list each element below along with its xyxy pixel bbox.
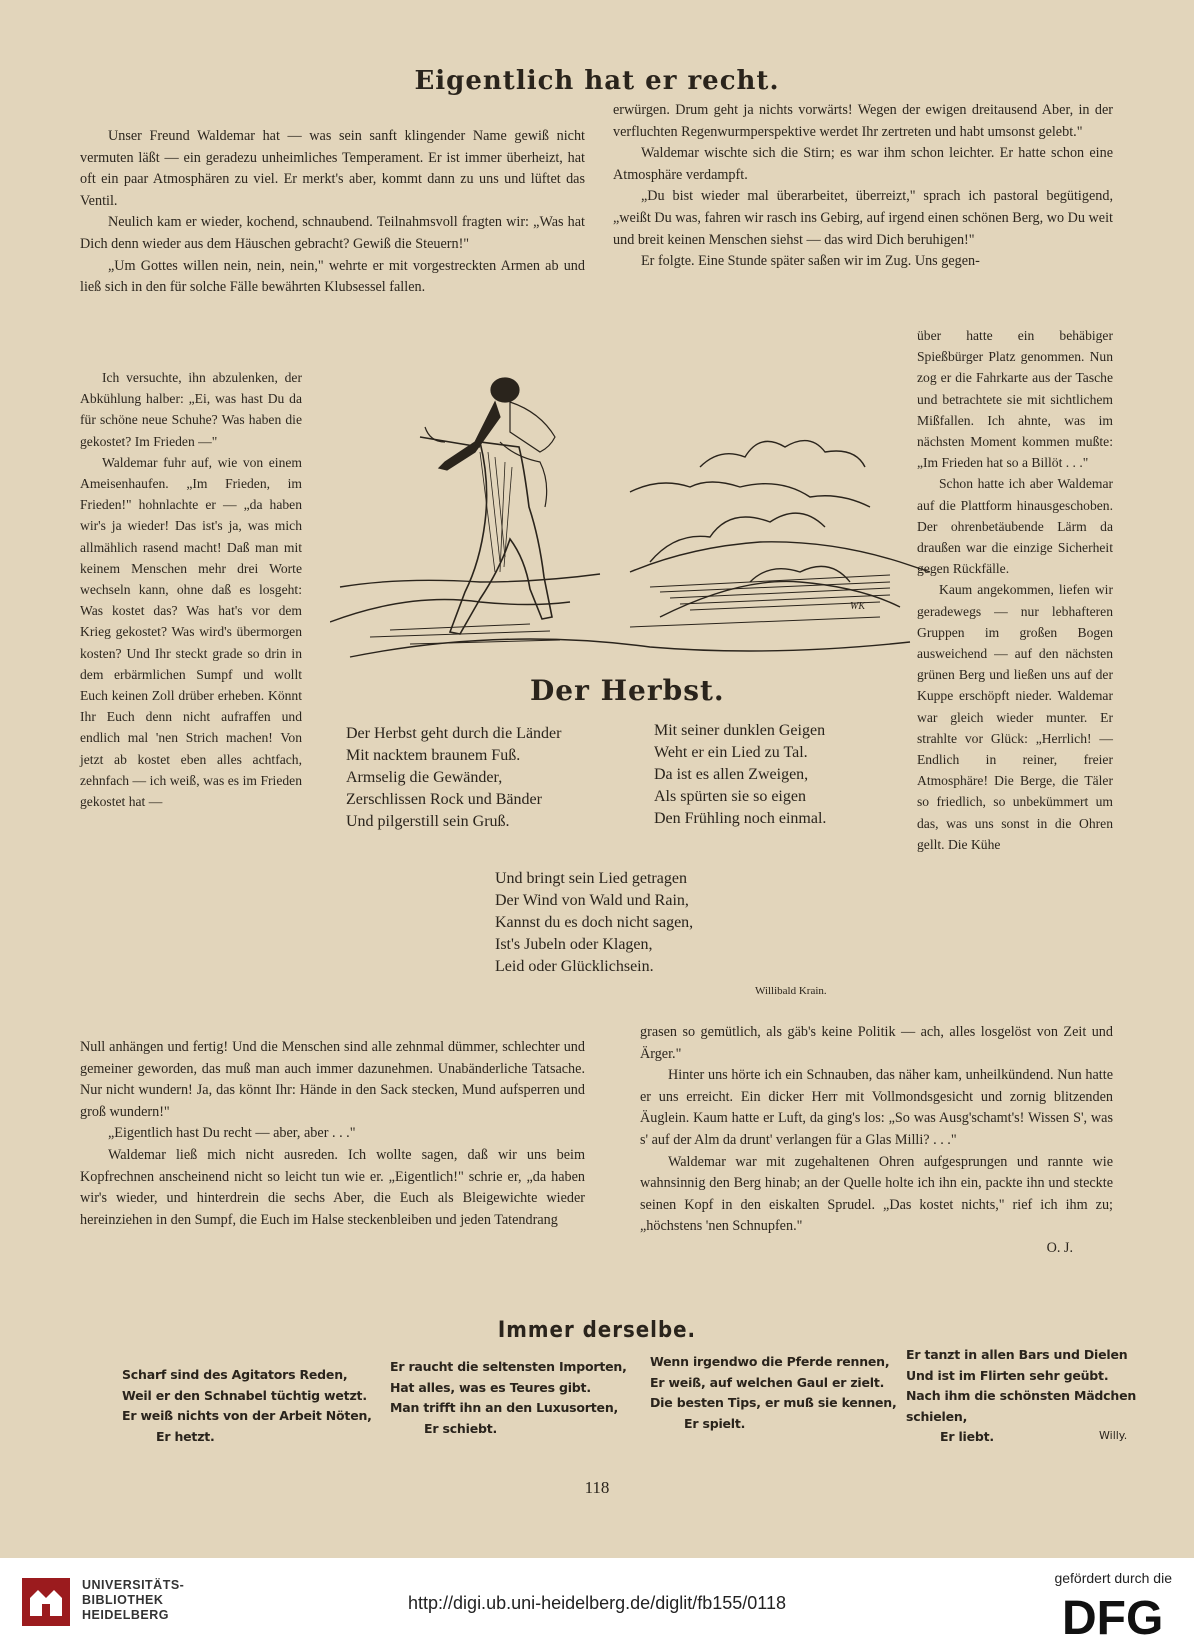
verse-line: Er hetzt. [156,1428,215,1444]
paragraph: grasen so gemütlich, als gäb's keine Politik — ach, alles losgelöst von Zeit und Ärger." [640,1024,1113,1062]
poem-stanza-1 [346,723,561,833]
verse-line: Er weiß, auf welchen Gaul er zielt. [650,1374,885,1390]
dfg-logo-text: DFG [1062,1592,1164,1638]
poem-line: Zerschlissen Rock und Bänder [346,791,542,808]
svg-text:WK: WK [850,601,865,612]
poem-title: Der Herbst. [530,674,725,707]
paragraph: „Eigentlich hast Du recht — aber, aber . . ." [108,1125,356,1142]
poem-stanza-2 [654,720,826,830]
paragraph: Waldemar wischte sich die Stirn; es war ihm schon leichter. Er hatte schon eine Atmosphäre verdampft. [613,145,1113,183]
verse-column-1 [122,1365,372,1447]
poem-line: Weht er ein Lied zu Tal. [654,744,808,761]
article-left-narrow [80,367,302,812]
verse-line: Er raucht die seltensten Importen, [390,1359,627,1374]
poem-line: Und bringt sein Lied getragen [495,870,687,887]
paragraph: Null anhängen und fertig! Und die Menschen sind alle zehnmal dümmer, schlechter und gemeiner geworden, das muß man auch immer dazunehmen. Unabänderliche Tatsache. Nur nicht wundern! Ja, das könnt Ihr: Hände in den Sack stecken, Mund aufsperren und groß wundern!" [80,1039,585,1120]
verse-line: Und ist im Flirten sehr geübt. [906,1367,1109,1383]
verse-column-4 [906,1345,1194,1448]
article-title: Eigentlich hat er recht. [414,66,780,96]
article-left-bottom [80,1037,585,1231]
paragraph: Unser Freund Waldemar hat — was sein sanft klingender Name gewiß nicht vermuten läßt — ein geradezu unheimliches Temperament. Er ist immer überheizt, hat oft ein paar Atmosphären zu viel. Er merkt's aber, kommt dann zu uns und lüftet das Ventil. [80,128,585,209]
verse-line: Man trifft ihn an den Luxusorten, [390,1400,619,1415]
paragraph: Waldemar ließ mich nicht ausreden. Ich wollte sagen, daß wir uns beim Kopfrechnen anscheinend nicht so leicht tun wie er. „Eigentlich!" schrie er, „da haben wir's wieder, und hinterdrein die sechs Aber, die Euch als Bleigewichte wieder hereinziehen in den Sumpf, die Euch im Halse steckenbleiben und jeden Tatendrang [80,1146,585,1228]
poem-author: Willibald Krain. [755,985,827,997]
poem-line: Als spürten sie so eigen [654,788,806,805]
verse-line: Er tanzt in allen Bars und Dielen [906,1347,1128,1362]
poem-line: Leid oder Glücklichsein. [495,958,654,975]
verse-column-3 [650,1352,897,1434]
library-name-line: UNIVERSITÄTS- [82,1578,185,1592]
violinist-illustration [330,372,930,668]
page-number: 118 [584,1478,610,1497]
paragraph: Schon hatte ich aber Waldemar auf die Plattform hinausgeschoben. Der ohrenbetäubende Lärm da draußen war die einzige Sicherheit gegen Rückfälle. [917,476,1113,577]
article-right-bottom [640,1022,1113,1260]
paragraph: erwürgen. Drum geht ja nichts vorwärts! Wegen der ewigen dreitausend Aber, in der verfluchten Regenwurmperspektive werdet Ihr zertreten und habt umsonst gelebt." [613,102,1113,140]
article-signature: O. J. [1046,1239,1073,1256]
paragraph: Waldemar war mit zugehaltenen Ohren aufgesprungen und rannte wie wahnsinnig den Berg hinab; an der Quelle holte ich ihn ein, packte ihn und steckte seinen Kopf in den eiskalten Sprudel. „Das kostet nichts," rief ich ihm zu; „höchstens 'nen Schnupfen." [640,1153,1113,1235]
paragraph: Waldemar fuhr auf, wie von einem Ameisenhaufen. „Im Frieden, im Frieden!" hohnlachte er — „da haben wir's ja wieder! Das ist's ja, was mich allmählich rasend macht! Daß man mit keinem Menschen mehr drei Worte wechseln kann, ohne daß es losgeht: Was kostet das? Was hat's vor dem Krieg gekostet? Was wird's übermorgen kosten? Und Ihr steckt grade so drin in dem erbärmlichen Sumpf und wollt Euch keinen Zoll drüber erheben. Könnt Ihr Euch denn nicht aufraffen und endlich mal 'nen Strich machen! Von jetzt ab kostet eben alles achtfach, zehnfach — ich weiß, was es im Frieden gekostet hat — [80,454,302,810]
poem-line: Den Frühling noch einmal. [654,810,827,827]
footer-bar [0,1558,1194,1649]
verse-line: Er spielt. [684,1415,746,1431]
poem-line: Armselig die Gewänder, [346,769,503,786]
poem-line: Und pilgerstill sein Gruß. [346,813,510,830]
verse-line: Wenn irgendwo die Pferde rennen, [650,1354,890,1369]
verse-title: Immer derselbe. [497,1318,697,1343]
poem-stanza-3 [495,868,693,978]
verse-column-2 [390,1357,627,1439]
poem-line: Der Herbst geht durch die Länder [346,725,562,742]
poem-line: Ist's Jubeln oder Klagen, [495,936,653,953]
verse-line: Er liebt. [940,1429,994,1444]
poem-line: Da ist es allen Zweigen, [654,766,809,783]
article-right-narrow [917,325,1113,855]
verse-line: Scharf sind des Agitators Reden, [122,1367,348,1382]
paragraph: „Um Gottes willen nein, nein, nein," wehrte er mit vorgestreckten Armen ab und ließ sich in den für solche Fälle bewährten Klubsessel fallen. [80,257,585,296]
funded-by-label: gefördert durch die [1054,1570,1172,1586]
verse-line: Er weiß nichts von der Arbeit Nöten, [122,1408,372,1423]
paragraph: über hatte ein behäbiger Spießbürger Platz genommen. Nun zog er die Fahrkarte aus der Tasche und betrachtete sie mit sichtlichem Mißfallen. Ich ahnte, was im nächsten Moment kommen mußte: „Im Frieden hat so a Billöt . . ." [917,328,1113,471]
paragraph: „Du bist wieder mal überarbeitet, überreizt," sprach ich pastoral begütigend, „weißt Du was, fahren wir rasch ins Gebirg, auf irgend einen schönen Berg, wo Du weit und breit keinen Menschen siehst — das wird Dich beruhigen!" [613,188,1113,248]
poem-line: Der Wind von Wald und Rain, [495,892,689,909]
library-name-line: HEIDELBERG [82,1608,169,1622]
article-right-top [613,100,1113,273]
poem-line: Mit nacktem braunem Fuß. [346,747,521,764]
dfg-logo [1062,1592,1172,1638]
paragraph: Kaum angekommen, liefen wir geradewegs — nur lebhafteren Gruppen im großen Bogen ausweichend — auf den nächsten grünen Berg und ließen uns auf der Kuppe erschöpft nieder. Waldemar war gleich wieder munter. Er strahlte vor Glück: „Herrlich! — Endlich in reiner, freier Atmosphäre! Die Berge, die Täler so friedlich, so unbekümmert um das, was uns sonst in die Ohren gellt. Die Kühe [917,582,1113,852]
verse-line: Hat alles, was es Teures gibt. [390,1379,591,1395]
paragraph: Ich versuchte, ihn abzulenken, der Abkühlung halber: „Ei, was hast Du da für schöne neue Schuhe? Was haben die gekostet? Im Frieden —" [80,370,302,449]
library-name-line: BIBLIOTHEK [82,1593,164,1607]
verse-line: Nach ihm die schönsten Mädchen schielen, [906,1388,1137,1424]
paragraph: Er folgte. Eine Stunde später saßen wir im Zug. Uns gegen- [641,253,980,270]
paragraph: Hinter uns hörte ich ein Schnauben, das näher kam, unheilkündend. Nun hatte er uns erreicht. Ein dicker Herr mit Vollmondsgesicht und zornig blitzenden Äuglein. Kaum hatte er Luft, da ging's los: „So was Ausg'schamt's! Wissen S', was s' auf der Alm da drunt' verlangen für a Glas Milli? . . ." [640,1067,1113,1148]
paragraph: Neulich kam er wieder, kochend, schnaubend. Teilnahmsvoll fragten wir: „Was hat Dich denn wieder aus dem Häuschen gebracht? Gewiß die Steuern!" [80,214,585,252]
poem-line: Kannst du es doch nicht sagen, [495,914,694,931]
verse-line: Die besten Tips, er muß sie kennen, [650,1395,897,1410]
verse-line: Er schiebt. [424,1420,498,1436]
digital-library-link[interactable]: http://digi.ub.uni-heidelberg.de/diglit/fb155/0118 [408,1593,786,1613]
verse-line: Weil er den Schnabel tüchtig wetzt. [122,1387,367,1403]
poem-line: Mit seiner dunklen Geigen [654,722,826,739]
verse-signature: Willy. [1099,1429,1128,1442]
article-left-top [80,126,585,299]
